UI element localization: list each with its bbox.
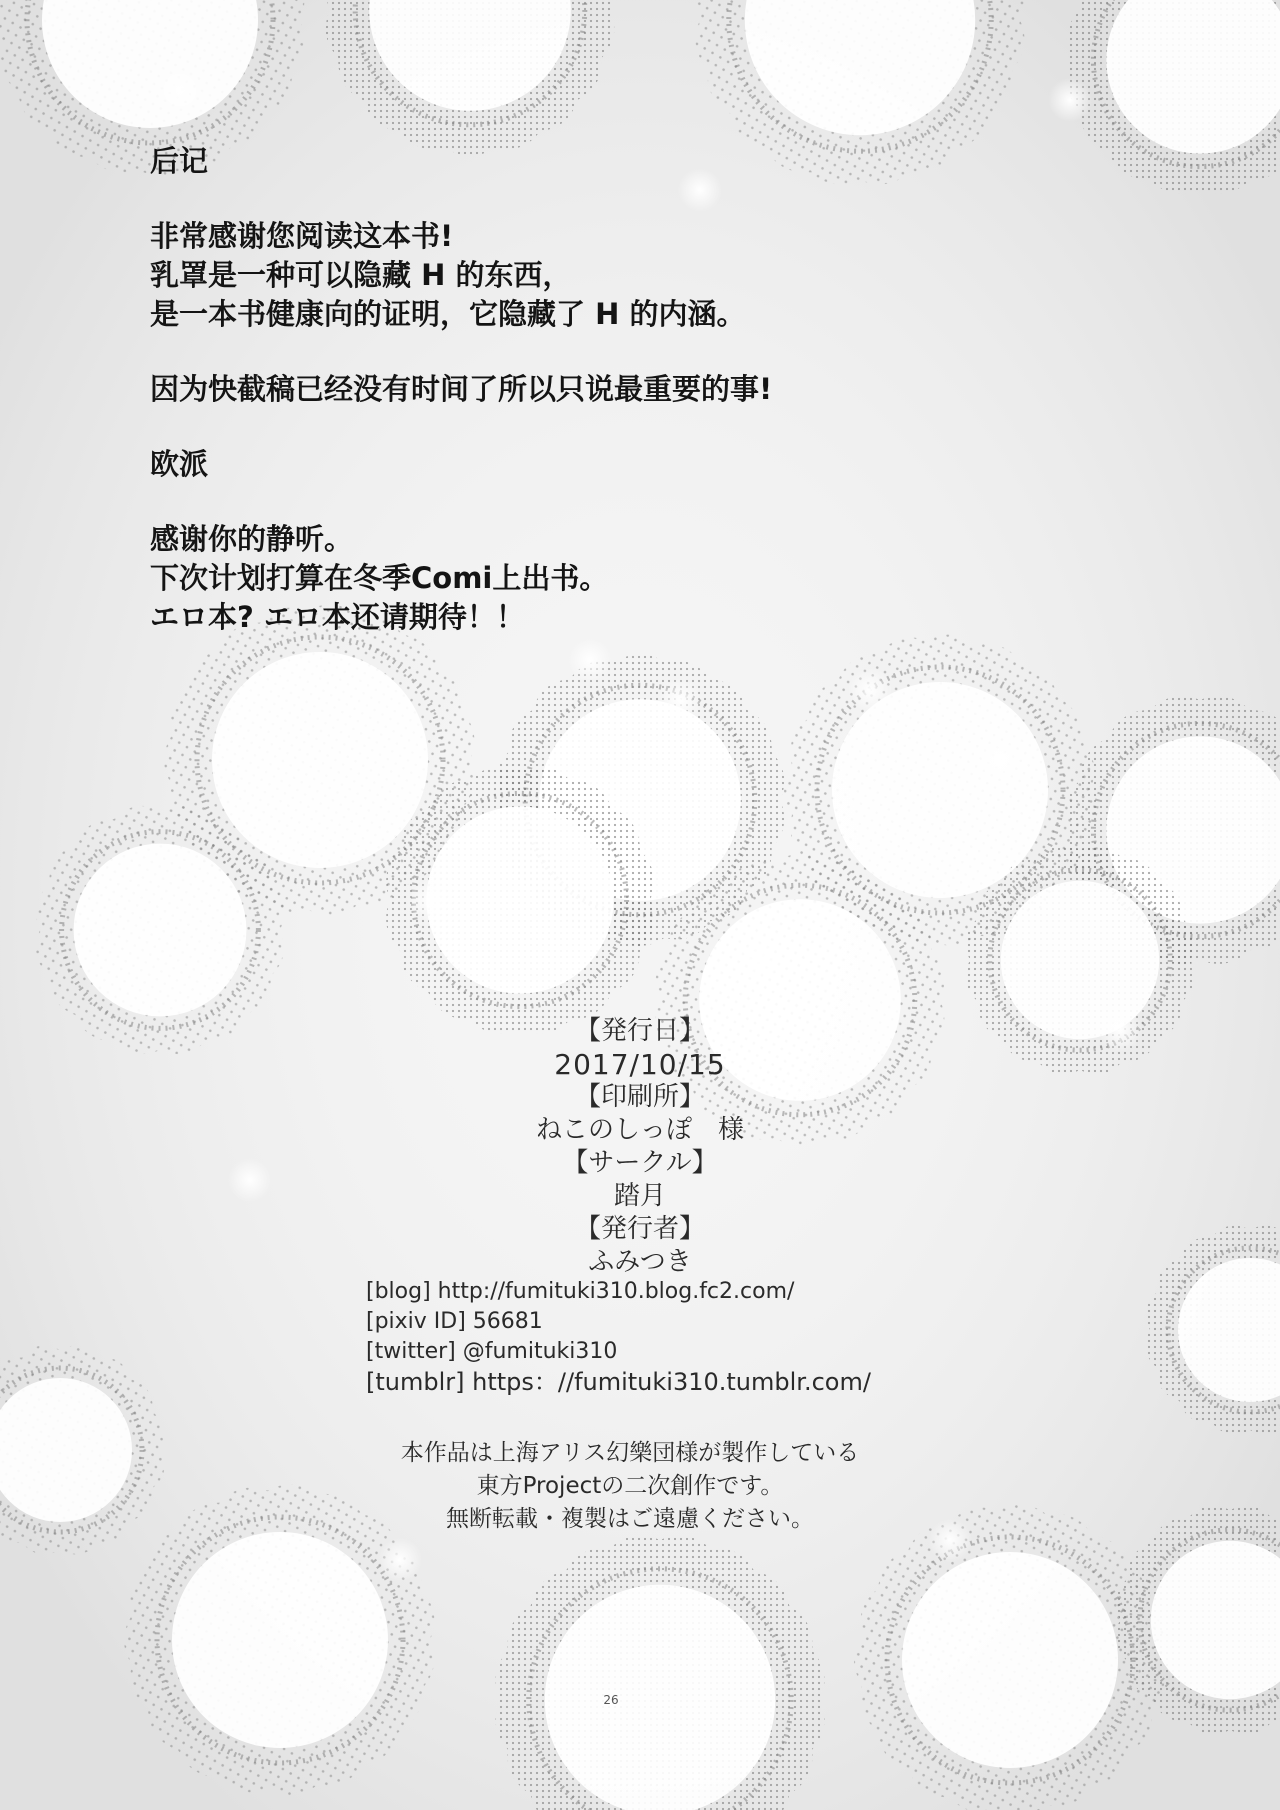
sparkle-glow: [408, 878, 452, 922]
sparkle-glow: [1098, 1008, 1142, 1052]
printer-name: ねこのしっぽ 様: [535, 1115, 744, 1145]
afterword-line: エロ本? エロ本还请期待！！: [150, 600, 525, 634]
sparkle-glow: [228, 1158, 272, 1202]
sparkle-glow: [658, 678, 702, 722]
notice-line: 無断転載・複製はご遠慮ください。: [446, 1506, 814, 1532]
paragraph-gap: [150, 484, 1050, 520]
afterword-block: [150, 142, 1050, 637]
copyright-notice: [320, 1437, 940, 1536]
colophon: [360, 1015, 920, 1279]
afterword-line: 欧派: [150, 447, 209, 481]
afterword-line: 是一本书健康向的证明，它隐藏了 H 的内涵。: [150, 297, 746, 331]
notice-line: 本作品は上海アリス幻樂団様が製作している: [400, 1440, 860, 1466]
circle-name: 踏月: [613, 1181, 666, 1211]
sparkle-glow: [158, 68, 202, 112]
afterword-line: 非常感谢您阅读这本书!: [150, 219, 454, 253]
printer-label: 【印刷所】: [574, 1082, 705, 1112]
sparkle-glow: [378, 1538, 422, 1582]
circle-label: 【サークル】: [562, 1148, 718, 1178]
sparkle-glow: [568, 638, 612, 682]
pixiv-id: [pixiv ID] 56681: [366, 1309, 543, 1334]
afterword-title: 后记: [150, 144, 209, 178]
sparkle-glow: [738, 938, 782, 982]
issue-date-label: 【発行日】: [574, 1016, 705, 1046]
contact-links: [366, 1277, 1006, 1397]
sparkle-glow: [1048, 78, 1092, 122]
tumblr-link: [tumblr] https：//fumituki310.tumblr.com/: [366, 1368, 871, 1396]
sparkle-glow: [848, 668, 892, 712]
paragraph-gap: [150, 409, 1050, 445]
publisher-label: 【発行者】: [574, 1214, 705, 1244]
page-number: 26: [603, 1693, 619, 1707]
afterword-line: 感谢你的静听。: [150, 522, 354, 556]
afterword-line: 下次计划打算在冬季Comi上出书。: [150, 561, 609, 595]
twitter-handle: [twitter] @fumituki310: [366, 1339, 618, 1364]
issue-date: 2017/10/15: [554, 1048, 726, 1081]
blog-link: [blog] http://fumituki310.blog.fc2.com/: [366, 1279, 795, 1304]
publisher-name: ふみつき: [588, 1247, 692, 1277]
afterword-line: 乳罩是一种可以隐藏 H 的东西，: [150, 258, 572, 292]
notice-line: 東方Projectの二次創作です。: [476, 1473, 784, 1499]
paragraph-gap: [150, 334, 1050, 370]
sparkle-glow: [978, 738, 1022, 782]
afterword-line: 因为快截稿已经没有时间了所以只说最重要的事!: [150, 372, 773, 406]
